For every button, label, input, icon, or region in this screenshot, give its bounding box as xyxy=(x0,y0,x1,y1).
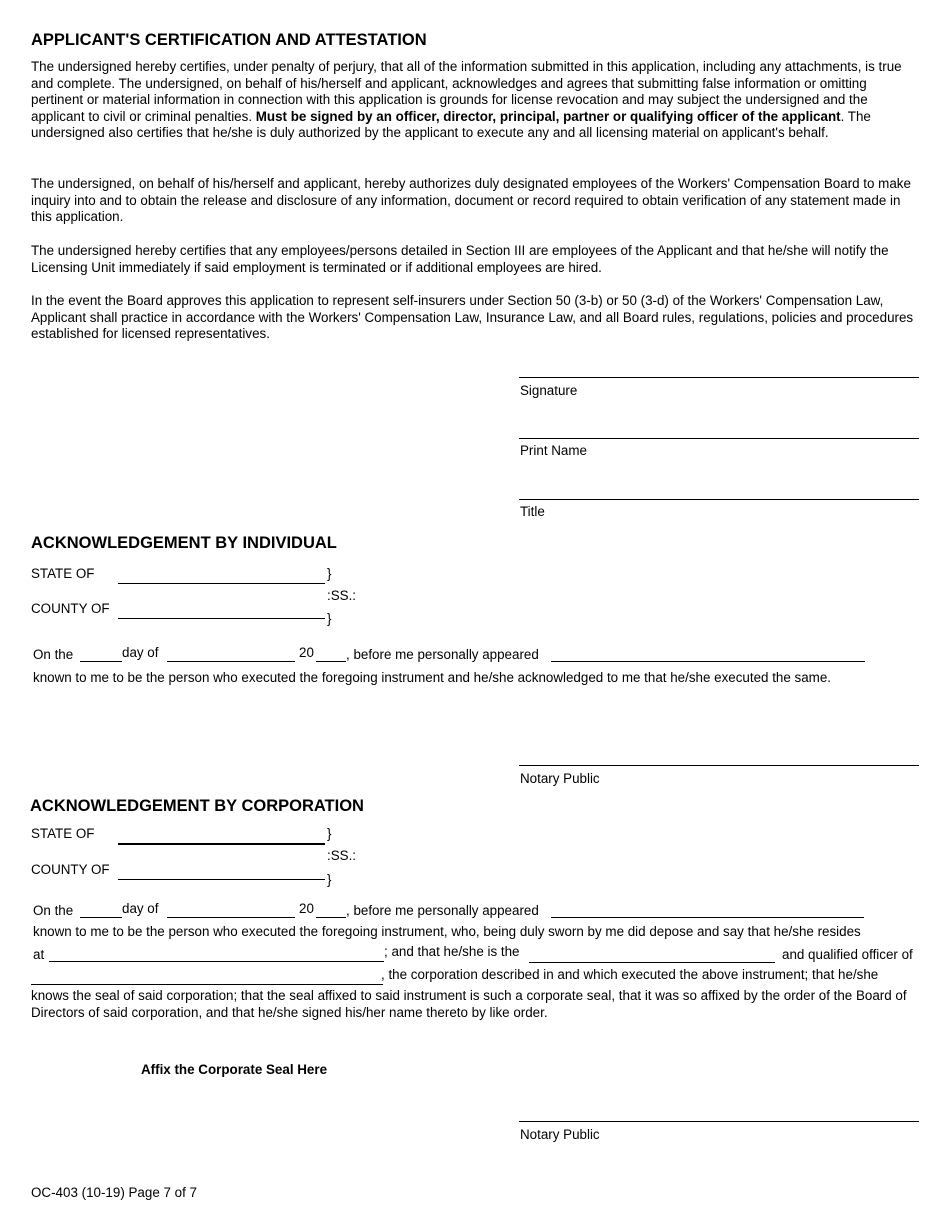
individual-month-field[interactable] xyxy=(167,661,295,662)
individual-day-of: day of xyxy=(122,645,159,660)
corporation-name-field[interactable] xyxy=(551,917,864,918)
corporation-officer-title-field[interactable] xyxy=(529,962,775,963)
corporation-state-field[interactable] xyxy=(118,843,325,845)
certification-paragraph-3: The undersigned hereby certifies that any employees/persons detailed in Section III are employees of the Applicant and that he/she will notify the Licensing Unit immediately if said employment is terminated or if additional employees are hired. xyxy=(31,243,889,275)
signature-line[interactable] xyxy=(519,377,919,378)
certification-paragraph-2: The undersigned, on behalf of his/herself and applicant, hereby authorizes duly designated employees of the Workers' Compensation Board to make inquiry into and to obtain the release and disclosure of any information, document or record required to obtain verification of any statement made in this application. xyxy=(31,176,911,224)
corporation-ss: :SS.: xyxy=(327,848,357,863)
corporation-year-field[interactable] xyxy=(316,917,346,918)
corporation-year-prefix: 20 xyxy=(299,901,314,916)
individual-state-label: STATE OF xyxy=(31,566,95,581)
corporation-month-field[interactable] xyxy=(167,917,295,918)
individual-on-the: On the xyxy=(33,647,74,662)
corporation-described-text: , the corporation described in and which executed the above instrument; that he/she xyxy=(381,967,879,982)
corporation-appeared: , before me personally appeared xyxy=(346,903,539,918)
corporation-resides-text: known to me to be the person who executed the foregoing instrument, who, being duly sworn by me did depose and say that he/she resides xyxy=(33,924,861,939)
certification-p1-text: The undersigned hereby certifies, under penalty of perjury, that all of the information submitted in this application, including any attachments, is true and complete. The undersigned, on behalf of his/herself and applicant, acknowledges and agrees that submitting false information or omitting pertinent or material information in connection with this application is grounds for license revocation and may subject the undersigned and the applicant to civil or criminal penalties. xyxy=(31,59,902,124)
corporation-brace-open: } xyxy=(327,826,332,841)
individual-state-field[interactable] xyxy=(118,583,325,584)
title-label: Title xyxy=(520,504,545,519)
individual-ss: :SS.: xyxy=(327,588,357,603)
individual-brace-open: } xyxy=(327,566,332,581)
corporation-qualified-officer: and qualified officer of xyxy=(782,947,913,962)
individual-year-prefix: 20 xyxy=(299,645,314,660)
individual-county-field[interactable] xyxy=(118,618,325,619)
corporation-county-field[interactable] xyxy=(118,879,325,880)
corporation-state-label: STATE OF xyxy=(31,826,95,841)
print-name-line[interactable] xyxy=(519,438,919,439)
corporation-notary-label: Notary Public xyxy=(520,1127,600,1142)
individual-notary-label: Notary Public xyxy=(520,771,600,786)
individual-year-field[interactable] xyxy=(316,661,346,662)
footer-form-id: OC-403 (10-19) Page 7 of 7 xyxy=(31,1185,197,1200)
signature-label: Signature xyxy=(520,383,578,398)
corporation-at-label: at xyxy=(33,947,45,962)
individual-name-field[interactable] xyxy=(551,661,865,662)
individual-heading: ACKNOWLEDGEMENT BY INDIVIDUAL xyxy=(31,534,337,552)
corporation-seal-paragraph: knows the seal of said corporation; that the seal affixed to said instrument is such a corporate seal, that it was so affixed by the order of the Board of Directors of said corporation, and that he/she signed his/her name thereto by like order. xyxy=(31,988,907,1020)
title-line[interactable] xyxy=(519,499,919,500)
corporation-on-the: On the xyxy=(33,903,74,918)
certification-p1-bold: Must be signed by an officer, director, principal, partner or qualifying officer of the applicant xyxy=(255,108,841,124)
individual-appeared: , before me personally appeared xyxy=(346,647,539,662)
individual-county-label: COUNTY OF xyxy=(31,601,110,616)
corporation-address-field[interactable] xyxy=(49,961,384,962)
corporation-heading: ACKNOWLEDGEMENT BY CORPORATION xyxy=(30,797,364,815)
print-name-label: Print Name xyxy=(520,443,587,458)
corporation-notary-line[interactable] xyxy=(519,1121,919,1122)
certification-heading: APPLICANT'S CERTIFICATION AND ATTESTATION xyxy=(31,31,427,49)
corporate-seal-label: Affix the Corporate Seal Here xyxy=(141,1062,328,1077)
individual-brace-close: } xyxy=(327,611,332,626)
corporation-day-field[interactable] xyxy=(80,917,122,918)
individual-day-field[interactable] xyxy=(80,661,122,662)
individual-notary-line[interactable] xyxy=(519,765,919,766)
certification-paragraph-1 xyxy=(31,59,919,142)
certification-paragraph-4: In the event the Board approves this application to represent self-insurers under Section 50 (3-b) or 50 (3-d) of the Workers' Compensation Law, Applicant shall practice in accordance with the Workers' Compensation Law, Insurance Law, and all Board rules, regulations, policies and procedures established for licensed representatives. xyxy=(31,293,914,341)
certification-p1-text-end: . The undersigned also certifies that he/she is duly authorized by the applicant to execute any and all licensing material on applicant's behalf. xyxy=(31,108,871,140)
corporation-county-label: COUNTY OF xyxy=(31,862,110,877)
corporation-name-of-corp-field[interactable] xyxy=(31,984,383,985)
corporation-title-text: ; and that he/she is the xyxy=(384,944,520,959)
individual-known-text: known to me to be the person who executed the foregoing instrument and he/she acknowledged to me that he/she executed the same. xyxy=(33,670,831,685)
corporation-brace-close: } xyxy=(327,872,332,887)
corporation-day-of: day of xyxy=(122,901,159,916)
